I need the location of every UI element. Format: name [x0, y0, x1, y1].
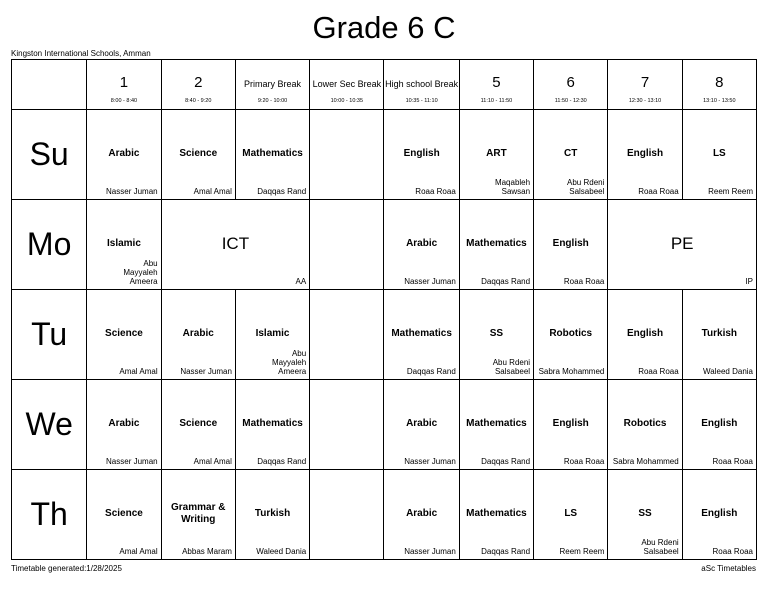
teacher-label: IP	[745, 277, 753, 286]
lesson-cell	[534, 290, 608, 380]
teacher-label: Amal Amal	[193, 187, 232, 196]
teacher-label: Amal Amal	[119, 367, 158, 376]
subject-label: English	[701, 508, 738, 519]
lesson-cell	[161, 470, 235, 560]
lesson-cell	[235, 470, 309, 560]
period-header	[682, 60, 756, 110]
teacher-label: Nasser Juman	[180, 367, 232, 376]
lesson-cell	[459, 110, 533, 200]
subject-label: LS	[564, 508, 578, 519]
teacher-label: Nasser Juman	[404, 457, 456, 466]
subject-label: Grammar & Writing	[171, 502, 226, 525]
lesson-cell	[384, 470, 459, 560]
lesson-cell	[534, 200, 608, 290]
teacher-label: Maqableh Sawsan	[494, 178, 531, 196]
period-label: Lower Sec Break	[312, 79, 382, 89]
lesson-cell	[608, 290, 682, 380]
teacher-label: Amal Amal	[193, 457, 232, 466]
lesson-cell	[87, 200, 161, 290]
subject-label: SS	[638, 508, 652, 519]
subject-label: English	[403, 148, 440, 159]
teacher-label: Nasser Juman	[106, 457, 158, 466]
teacher-label: Abu Rdeni Salsabeel	[492, 358, 531, 376]
lesson-cell	[682, 470, 756, 560]
period-time: 12:30 - 13:10	[628, 98, 662, 104]
teacher-label: Daqqas Rand	[481, 457, 531, 466]
period-time: 8:40 - 9:20	[185, 98, 212, 104]
lesson-cell	[534, 470, 608, 560]
subject-label: Islamic	[255, 328, 290, 339]
lesson-cell	[87, 470, 161, 560]
subject-label: Mathematics	[466, 238, 527, 249]
header-row	[12, 60, 757, 110]
subject-label: English	[701, 418, 738, 429]
day-label: Mo	[26, 226, 72, 262]
subject-label: Turkish	[701, 328, 738, 339]
subject-label: Robotics	[549, 328, 593, 339]
subject-label: Mathematics	[391, 328, 452, 339]
period-label: 6	[566, 74, 575, 91]
period-label: 7	[640, 74, 650, 91]
teacher-label: Roaa Roaa	[563, 457, 605, 466]
teacher-label: Abu Mayyaleh Ameera	[123, 259, 158, 286]
period-time: 9:20 - 10:00	[257, 98, 288, 104]
teacher-label: Waleed Dania	[256, 547, 307, 556]
lesson-cell	[682, 290, 756, 380]
subject-label: English	[552, 418, 589, 429]
teacher-label: Abbas Maram	[182, 547, 232, 556]
subject-label: Arabic	[406, 238, 438, 249]
teacher-label: Nasser Juman	[404, 547, 456, 556]
generated-date: Timetable generated:1/28/2025	[11, 564, 122, 573]
period-time: 10:35 - 11:10	[405, 98, 438, 104]
subject-label: CT	[564, 148, 578, 159]
day-row	[12, 380, 757, 470]
lesson-cell	[87, 290, 161, 380]
teacher-label: Daqqas Rand	[481, 547, 531, 556]
day-row	[12, 290, 757, 380]
day-label: Th	[30, 496, 68, 532]
period-header	[310, 60, 384, 110]
teacher-label: Roaa Roaa	[712, 547, 753, 556]
lesson-cell	[608, 200, 757, 290]
teacher-label: Sabra Mohammed	[612, 457, 679, 466]
lesson-cell	[459, 470, 533, 560]
teacher-label: Daqqas Rand	[406, 367, 456, 376]
teacher-label: Reem Reem	[559, 547, 605, 556]
teacher-label: Reem Reem	[708, 187, 753, 196]
day-cell	[12, 110, 87, 200]
period-time: 11:10 - 11:50	[480, 98, 513, 104]
teacher-label: Abu Mayyaleh Ameera	[271, 349, 307, 376]
lesson-cell	[459, 290, 533, 380]
subject-label: Turkish	[254, 508, 291, 519]
teacher-label: Nasser Juman	[106, 187, 158, 196]
corner-cell	[12, 60, 87, 110]
subject-label: SS	[489, 328, 504, 339]
teacher-label: Daqqas Rand	[481, 277, 531, 286]
subject-label: Science	[105, 508, 143, 519]
teacher-label: Roaa Roaa	[638, 187, 679, 196]
subject-label: Science	[105, 328, 143, 339]
lesson-cell	[459, 200, 533, 290]
subject-label: Arabic	[182, 328, 214, 339]
period-label: 5	[492, 74, 501, 91]
teacher-label: Abu Rdeni Salsabeel	[567, 178, 605, 196]
subject-label: English	[626, 148, 664, 159]
day-label: We	[25, 406, 73, 442]
lesson-cell	[310, 200, 384, 290]
lesson-cell	[161, 200, 310, 290]
period-time: 8:00 - 8:40	[110, 98, 138, 104]
teacher-label: Roaa Roaa	[415, 187, 456, 196]
subject-label: Mathematics	[466, 508, 527, 519]
period-header	[161, 60, 235, 110]
teacher-label: Roaa Roaa	[712, 457, 753, 466]
lesson-cell	[682, 110, 756, 200]
teacher-label: Roaa Roaa	[563, 277, 605, 286]
period-time: 11:50 - 12:30	[554, 98, 587, 104]
lesson-cell	[384, 200, 459, 290]
lesson-cell	[310, 380, 384, 470]
lesson-cell	[608, 470, 682, 560]
brand-label: aSc Timetables	[701, 564, 756, 573]
period-header	[534, 60, 608, 110]
school-name: Kingston International Schools, Amman	[11, 49, 151, 58]
teacher-label: Abu Rdeni Salsabeel	[641, 538, 679, 556]
subject-label: Robotics	[623, 418, 667, 429]
subject-label: Arabic	[406, 418, 438, 429]
period-label: 1	[119, 74, 129, 91]
period-time: 13:10 - 13:50	[703, 98, 736, 104]
lesson-cell	[87, 110, 161, 200]
subject-label: Islamic	[106, 238, 141, 249]
subject-label: English	[552, 238, 589, 249]
period-time: 10:00 - 10:35	[330, 98, 364, 104]
lesson-cell	[384, 380, 459, 470]
subject-label: Science	[179, 418, 218, 429]
lesson-cell	[235, 110, 309, 200]
subject-label: PE	[670, 234, 694, 253]
period-header	[87, 60, 161, 110]
lesson-cell	[161, 380, 235, 470]
lesson-cell	[235, 290, 309, 380]
page-title: Grade 6 C	[312, 10, 456, 45]
day-cell	[12, 470, 87, 560]
subject-label: LS	[712, 148, 726, 159]
period-label: High school Break	[385, 79, 459, 89]
lesson-cell	[682, 380, 756, 470]
teacher-label: Sabra Mohammed	[538, 367, 605, 376]
lesson-cell	[161, 290, 235, 380]
lesson-cell	[310, 110, 384, 200]
subject-label: Mathematics	[466, 418, 527, 429]
lesson-cell	[235, 380, 309, 470]
subject-label: Arabic	[406, 508, 438, 519]
subject-label: Arabic	[108, 418, 140, 429]
period-header	[235, 60, 309, 110]
subject-label: English	[626, 328, 664, 339]
period-label: 8	[715, 74, 724, 91]
day-label: Su	[29, 136, 69, 172]
day-cell	[12, 380, 87, 470]
lesson-cell	[384, 290, 459, 380]
teacher-label: Daqqas Rand	[257, 187, 307, 196]
lesson-cell	[534, 110, 608, 200]
subject-label: Arabic	[108, 148, 140, 159]
day-label: Tu	[31, 316, 68, 352]
period-label: Primary Break	[244, 79, 302, 89]
teacher-label: Nasser Juman	[404, 277, 456, 286]
subject-label: Science	[179, 148, 218, 159]
lesson-cell	[459, 380, 533, 470]
day-row	[12, 110, 757, 200]
period-header	[459, 60, 533, 110]
day-cell	[12, 200, 87, 290]
period-header	[384, 60, 459, 110]
subject-label: ICT	[221, 234, 250, 253]
lesson-cell	[608, 380, 682, 470]
lesson-cell	[608, 110, 682, 200]
teacher-label: Amal Amal	[119, 547, 158, 556]
day-row	[12, 470, 757, 560]
teacher-label: Daqqas Rand	[257, 457, 307, 466]
teacher-label: Waleed Dania	[703, 367, 753, 376]
lesson-cell	[310, 470, 384, 560]
lesson-cell	[384, 110, 459, 200]
period-label: 2	[194, 74, 203, 91]
subject-label: Mathematics	[242, 148, 303, 159]
timetable-grid	[11, 59, 757, 560]
teacher-label: AA	[295, 277, 307, 286]
day-cell	[12, 290, 87, 380]
day-row	[12, 200, 757, 290]
period-header	[608, 60, 682, 110]
lesson-cell	[87, 380, 161, 470]
teacher-label: Roaa Roaa	[638, 367, 679, 376]
subject-label: ART	[486, 148, 507, 159]
lesson-cell	[534, 380, 608, 470]
lesson-cell	[310, 290, 384, 380]
lesson-cell	[161, 110, 235, 200]
subject-label: Mathematics	[242, 418, 303, 429]
